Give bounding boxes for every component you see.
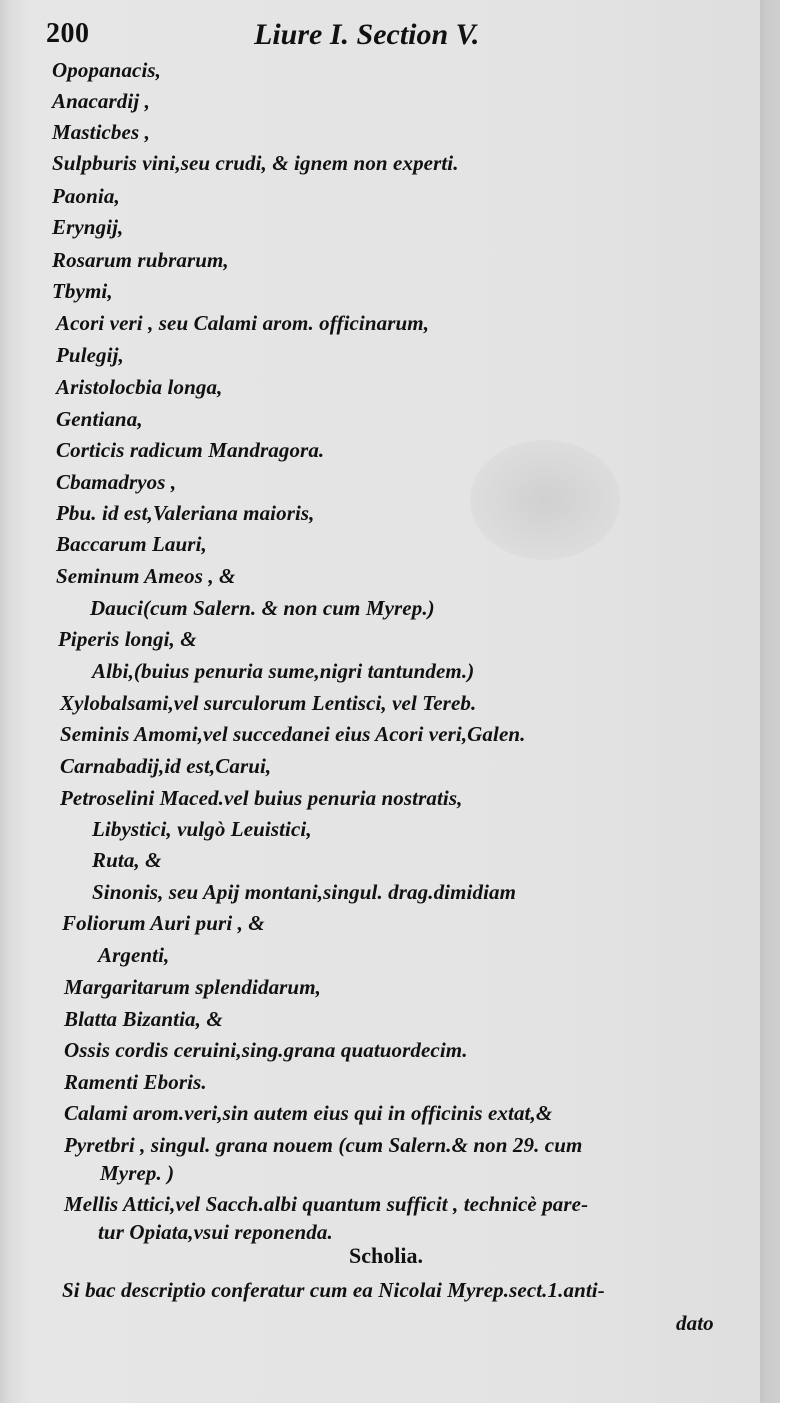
paper-stain bbox=[470, 440, 620, 560]
page-header bbox=[46, 18, 746, 52]
text-line: Margaritarum splendidarum, bbox=[64, 975, 321, 999]
text-line: Masticbes , bbox=[52, 120, 150, 144]
text-line: Tbymi, bbox=[52, 279, 113, 303]
text-line: Argenti, bbox=[98, 943, 170, 967]
text-line: Pbu. id est,Valeriana maioris, bbox=[56, 501, 315, 525]
text-line: Pulegij, bbox=[56, 343, 124, 367]
text-line: Sinonis, seu Apij montani,singul. drag.dimidiam bbox=[92, 880, 517, 904]
text-line: Myrep. ) bbox=[100, 1161, 175, 1185]
catchword: dato bbox=[676, 1311, 714, 1335]
text-line: Opopanacis, bbox=[52, 58, 162, 82]
text-line: Dauci(cum Salern. & non cum Myrep.) bbox=[90, 596, 435, 620]
text-line: Eryngij, bbox=[52, 215, 124, 239]
text-line: Si bac descriptio conferatur cum ea Nicolai Myrep.sect.1.anti- bbox=[62, 1278, 605, 1302]
text-line: Ramenti Eboris. bbox=[64, 1070, 207, 1094]
text-line: Albi,(buius penuria sume,nigri tantundem.) bbox=[92, 659, 475, 683]
text-line: Piperis longi, & bbox=[58, 627, 197, 651]
text-line: Anacardij , bbox=[52, 89, 150, 113]
text-line: Libystici, vulgò Leuistici, bbox=[92, 817, 312, 841]
text-line: Petroselini Maced.vel buius penuria nostratis, bbox=[60, 786, 463, 810]
text-line: Paonia, bbox=[52, 184, 120, 208]
text-line: Baccarum Lauri, bbox=[56, 532, 207, 556]
text-line: Calami arom.veri,sin autem eius qui in officinis extat,& bbox=[64, 1101, 553, 1125]
scholia-heading: Scholia. bbox=[349, 1243, 423, 1268]
text-line: Blatta Bizantia, & bbox=[64, 1007, 223, 1031]
text-line: Foliorum Auri puri , & bbox=[62, 911, 265, 935]
text-line: Seminum Ameos , & bbox=[56, 564, 236, 588]
text-line: Ruta, & bbox=[92, 848, 162, 872]
text-line: Pyretbri , singul. grana nouem (cum Salern.& non 29. cum bbox=[64, 1133, 583, 1157]
text-line: Seminis Amomi,vel succedanei eius Acori veri,Galen. bbox=[60, 722, 526, 746]
text-line: tur Opiata,vsui reponenda. bbox=[98, 1220, 333, 1244]
text-line: Sulpburis vini,seu crudi, & ignem non experti. bbox=[52, 151, 459, 175]
text-line: Corticis radicum Mandragora. bbox=[56, 438, 325, 462]
text-line: Ossis cordis ceruini,sing.grana quatuordecim. bbox=[64, 1038, 468, 1062]
page-number: 200 bbox=[46, 18, 90, 49]
text-line: Mellis Attici,vel Sacch.albi quantum sufficit , technicè pare- bbox=[64, 1192, 589, 1216]
text-line: Xylobalsami,vel surculorum Lentisci, vel Tereb. bbox=[60, 691, 477, 715]
running-title: Liure I. Section V. bbox=[254, 18, 480, 51]
text-line: Gentiana, bbox=[56, 407, 143, 431]
text-line: Acori veri , seu Calami arom. officinarum, bbox=[56, 311, 430, 335]
text-line: Cbamadryos , bbox=[56, 470, 177, 494]
text-line: Aristolocbia longa, bbox=[56, 375, 223, 399]
text-line: Carnabadij,id est,Carui, bbox=[60, 754, 272, 778]
text-line: Rosarum rubrarum, bbox=[52, 248, 229, 272]
